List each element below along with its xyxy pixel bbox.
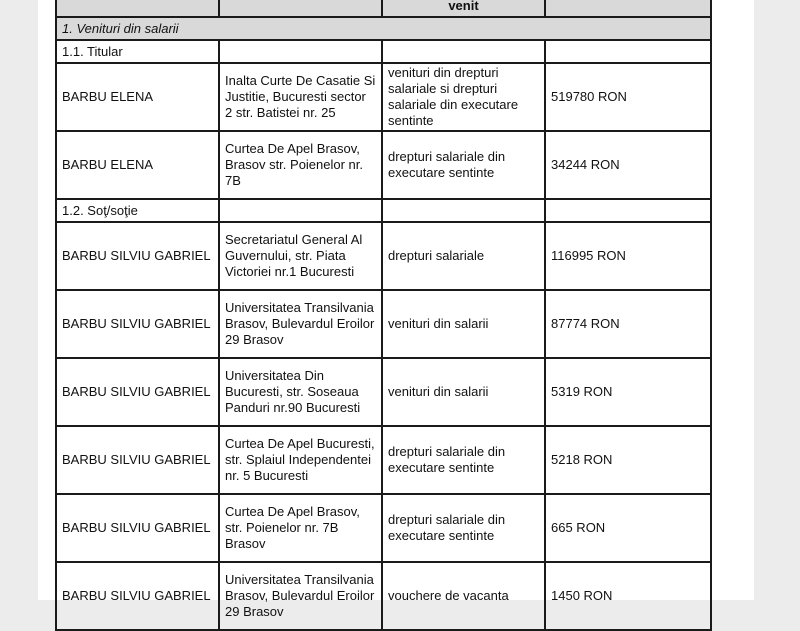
header-cell: venit xyxy=(382,0,545,17)
table-row xyxy=(56,426,711,494)
income-source-cell: Curtea De Apel Bucuresti, str. Splaiul Independentei nr. 5 Bucuresti xyxy=(219,426,382,494)
holder-name-cell: BARBU SILVIU GABRIEL xyxy=(56,562,219,630)
amount-cell: 5319 RON xyxy=(545,358,711,426)
table-row xyxy=(56,562,711,630)
amount-cell: 116995 RON xyxy=(545,222,711,290)
amount-cell: 5218 RON xyxy=(545,426,711,494)
document-page xyxy=(38,0,754,619)
service-cell: drepturi salariale xyxy=(382,222,545,290)
header-cell xyxy=(545,0,711,17)
amount-cell: 1450 RON xyxy=(545,562,711,630)
group-label-row xyxy=(56,40,711,63)
table-row xyxy=(56,290,711,358)
table-row xyxy=(56,494,711,562)
income-source-cell: Curtea De Apel Brasov, Brasov str. Poienelor nr. 7B xyxy=(219,131,382,199)
income-source-cell: Universitatea Transilvania Brasov, Bulevardul Eroilor 29 Brasov xyxy=(219,290,382,358)
service-cell: drepturi salariale din executare sentinte xyxy=(382,494,545,562)
amount-cell: 34244 RON xyxy=(545,131,711,199)
group-label-row xyxy=(56,199,711,222)
amount-cell: 519780 RON xyxy=(545,63,711,131)
service-cell: venituri din salarii xyxy=(382,290,545,358)
amount-cell: 665 RON xyxy=(545,494,711,562)
table-row xyxy=(56,63,711,131)
service-cell: vouchere de vacanta xyxy=(382,562,545,630)
table-row xyxy=(56,131,711,199)
service-cell: drepturi salariale din executare sentinte xyxy=(382,131,545,199)
service-cell: drepturi salariale din executare sentinte xyxy=(382,426,545,494)
service-cell: venituri din drepturi salariale si drepturi salariale din executare sentinte xyxy=(382,63,545,131)
holder-name-cell: BARBU SILVIU GABRIEL xyxy=(56,426,219,494)
table-row xyxy=(56,222,711,290)
income-source-cell: Universitatea Din Bucuresti, str. Soseaua Panduri nr.90 Bucuresti xyxy=(219,358,382,426)
income-source-cell: Secretariatul General Al Guvernului, str. Piata Victoriei nr.1 Bucuresti xyxy=(219,222,382,290)
income-source-cell: Inalta Curte De Casatie Si Justitie, Bucuresti sector 2 str. Batistei nr. 25 xyxy=(219,63,382,131)
section-title: 1. Venituri din salarii xyxy=(56,17,711,40)
amount-cell: 87774 RON xyxy=(545,290,711,358)
group-label: 1.2. Soţ/soţie xyxy=(56,199,219,222)
holder-name-cell: BARBU SILVIU GABRIEL xyxy=(56,358,219,426)
holder-name-cell: BARBU SILVIU GABRIEL xyxy=(56,222,219,290)
holder-name-cell: BARBU ELENA xyxy=(56,131,219,199)
income-source-cell: Universitatea Transilvania Brasov, Bulevardul Eroilor 29 Brasov xyxy=(219,562,382,630)
service-cell: venituri din salarii xyxy=(382,358,545,426)
holder-name-cell: BARBU SILVIU GABRIEL xyxy=(56,494,219,562)
header-cell xyxy=(56,0,219,17)
holder-name-cell: BARBU SILVIU GABRIEL xyxy=(56,290,219,358)
income-table xyxy=(55,0,712,631)
section-title-row xyxy=(56,17,711,40)
header-cell xyxy=(219,0,382,17)
group-label: 1.1. Titular xyxy=(56,40,219,63)
holder-name-cell: BARBU ELENA xyxy=(56,63,219,131)
income-source-cell: Curtea De Apel Brasov, str. Poienelor nr. 7B Brasov xyxy=(219,494,382,562)
table-row xyxy=(56,358,711,426)
table-header-row xyxy=(56,0,711,17)
